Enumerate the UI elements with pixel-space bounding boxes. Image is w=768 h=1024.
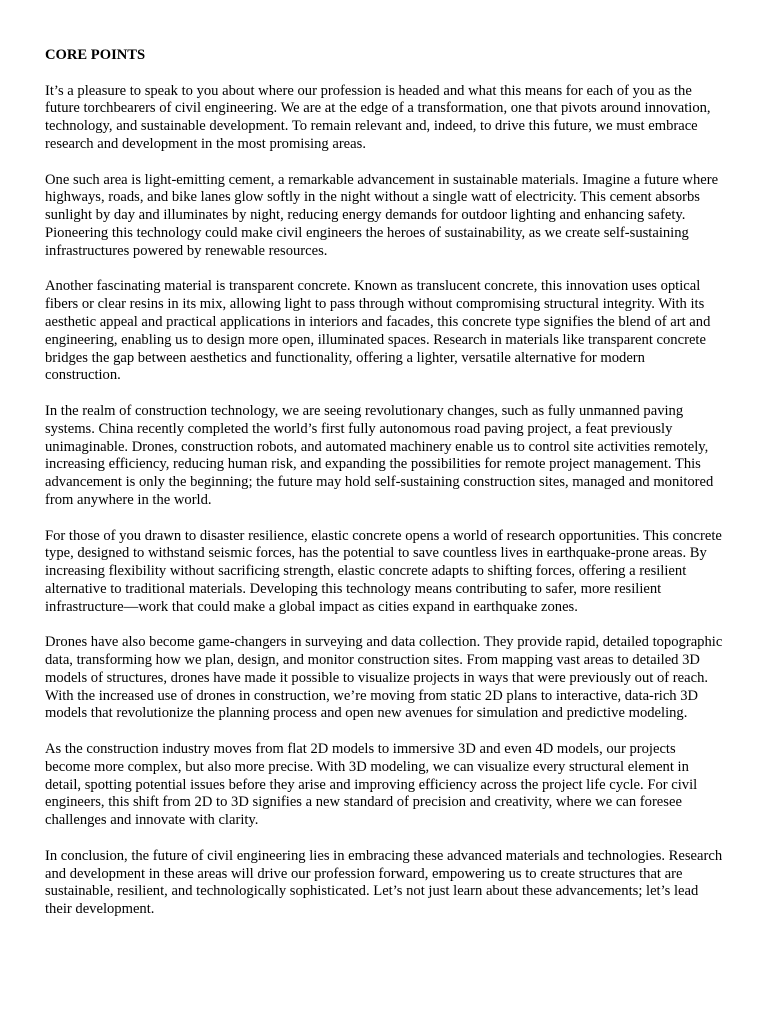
document-heading: CORE POINTS (45, 47, 146, 63)
paragraph-light-emitting-cement: One such area is light-emitting cement, a remarkable advancement in sustainable materials. Imagine a future where highways, roads, and bike lanes glow softly in the night without a single watt of electricity. This cement absorbs sunlight by day and illuminates by night, reducing energy demands for outdoor lighting and enhancing safety. Pioneering this technology could make civil engineers the heroes of sustainability, as we create self-sustaining infrastructures powered by renewable resources. (45, 171, 719, 259)
paragraph-intro: It’s a pleasure to speak to you about where our profession is headed and what this means for each of you as the future torchbearers of civil engineering. We are at the edge of a transformation, one that pivots around innovation, technology, and sustainable development. To remain relevant and, indeed, to drive this future, we must embrace research and development in the most promising areas. (45, 82, 711, 152)
paragraph-transparent-concrete: Another fascinating material is transparent concrete. Known as translucent concrete, this innovation uses optical fibers or clear resins in its mix, allowing light to pass through without compromising structural integrity. With its aesthetic appeal and practical applications in interiors and facades, this concrete type signifies the blend of art and engineering, enabling us to design more open, illuminated spaces. Research in materials like transparent concrete bridges the gap between aesthetics and functionality, offering a lighter, versatile alternative for modern construction. (45, 278, 711, 384)
paragraph-conclusion: In conclusion, the future of civil engineering lies in embracing these advanced materials and technologies. Research and development in these areas will drive our profession forward, empowering us to create structures that are sustainable, resilient, and technologically sophisticated. Let’s not just learn about these advancements; let’s lead their development. (45, 847, 723, 918)
paragraph-3d-modeling: As the construction industry moves from flat 2D models to immersive 3D and even 4D models, our projects become more complex, but also more precise. With 3D modeling, we can visualize every structural element in detail, spotting potential issues before they arise and improving efficiency across the project life cycle. For civil engineers, this shift from 2D to 3D signifies a new standard of precision and creativity, where we can foresee challenges and innovate with clarity. (45, 741, 698, 829)
paragraph-construction-technology: In the realm of construction technology, we are seeing revolutionary changes, such as fully unmanned paving systems. China recently completed the world’s first fully autonomous road paving project, a feat previously unimaginable. Drones, construction robots, and automated machinery enable us to control site activities remotely, increasing efficiency, reducing human risk, and expanding the possibilities for remote project management. This advancement is only the beginning; the future may hold self-sustaining construction sites, managed and monitored from anywhere in the world. (45, 402, 714, 508)
paragraph-elastic-concrete: For those of you drawn to disaster resilience, elastic concrete opens a world of research opportunities. This concrete type, designed to withstand seismic forces, has the potential to save countless lives in earthquake-prone areas. By increasing flexibility without sacrificing strength, elastic concrete adapts to shifting forces, offering a resilient alternative to traditional materials. Developing this technology means contributing to safer, more resilient infrastructure—work that could make a global impact as cities expand in earthquake zones. (45, 527, 722, 615)
paragraph-drones: Drones have also become game-changers in surveying and data collection. They provide rapid, detailed topographic data, transforming how we plan, design, and monitor construction sites. From mapping vast areas to detailed 3D models of structures, drones have made it possible to visualize projects in ways that were previously out of reach. With the increased use of drones in construction, we’re moving from static 2D plans to interactive, data-rich 3D models that revolutionize the planning process and open new avenues for simulation and predictive modeling. (45, 634, 723, 722)
